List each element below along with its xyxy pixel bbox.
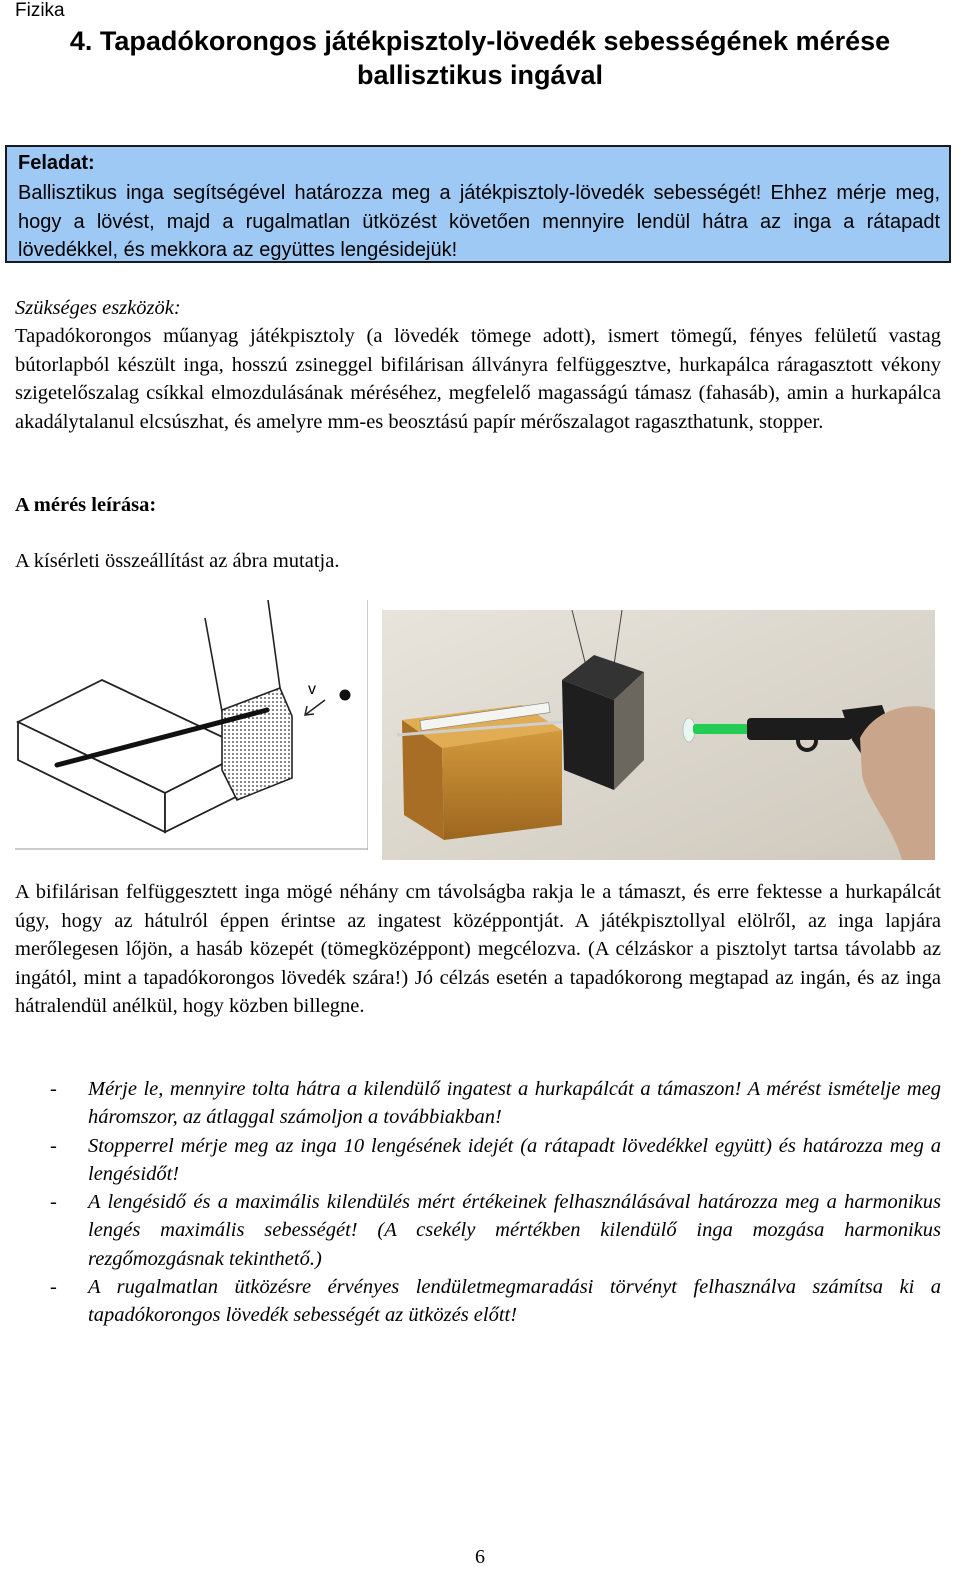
subject-label: Fizika	[15, 0, 65, 21]
list-item	[50, 1188, 941, 1273]
method-label: A mérés leírása:	[15, 494, 157, 516]
list-dash: -	[50, 1078, 57, 1100]
page-title	[0, 24, 960, 92]
title-line-2: ballisztikus ingával	[356, 60, 604, 90]
list-item	[50, 1075, 941, 1132]
task-text: Ballisztikus inga segítségével határozza meg a játékpisztoly-lövedék sebességét! Ehhez mérje meg, hogy a lövést, majd a rugalmatlan ütközést követően mennyire lendül hátra az inga a rátapadt lövedékkel, és mekkora az együttes lengésidejük!	[18, 182, 940, 261]
tools-label: Szükséges eszközök:	[15, 297, 181, 319]
pendulum-block	[222, 688, 292, 800]
tools-text: Tapadókorongos műanyag játékpisztoly (a lövedék tömege adott), ismert tömegű, fényes felületű vastag bútorlapból készült inga, hosszú zsineggel bifilárisan állványra felfüggesztve, hurkapálca ráragasztott vékony szigetelőszalag csíkkal elmozdulásának méréséhez, megfelelő magasságú támasz (fahasáb), amin a hurkapálca akadálytalanul elcsúszhat, és amelyre mm-es beosztású papír mérőszalagot ragaszthatunk, stopper.	[15, 325, 941, 433]
velocity-arrow	[305, 700, 325, 715]
list-dash: -	[50, 1191, 57, 1214]
task-box	[5, 145, 951, 263]
step-text: A rugalmatlan ütközésre érvényes lendületmegmaradási törvényt felhasználva számítsa ki a tapadókorongos lövedék sebességét az ütközés előtt!	[88, 1276, 941, 1327]
description-text: A bifilárisan felfüggesztett inga mögé néhány cm távolságba rakja le a támaszt, és erre fektesse a hurkapálcát úgy, hogy az hátulról éppen érintse az ingatest középpontját. A játékpisztollyal elölről, az inga lapjára merőlegesen lőjön, a hasáb közepét (tömegközéppont) megcélozva. (A célzáskor a pisztolyt tartsa távolabb az ingától, mint a tapadókorongos lövedék szára!) Jó célzás esetén a tapadókorong megtapad az ingán, és az inga hátralendül anélkül, hogy közben billegne.	[15, 881, 941, 1017]
list-dash: -	[50, 1134, 57, 1157]
task-label: Feladat:	[18, 152, 95, 174]
step-text: Stopperrel mérje meg az inga 10 lengésének idejét (a rátapadt lövedékkel együtt) és határozza meg a lengésidőt!	[88, 1134, 941, 1185]
setup-diagram	[15, 600, 368, 850]
setup-text: A kísérleti összeállítást az ábra mutatja.	[15, 550, 340, 572]
step-text: Mérje le, mennyire tolta hátra a kilendülő ingatest a hurkapálcát a támaszon! A mérést ismételje meg háromszor, az átlaggal számoljon a továbbiakban!	[88, 1078, 941, 1129]
projectile	[340, 690, 351, 701]
step-text: A lengésidő és a maximális kilendülés mért értékeinek felhasználásával határozza meg a harmonikus lengés maximális sebességét! (A csekély mértékben kilendülő inga mozgása harmonikus rezgőmozgásnak tekinthető.)	[88, 1191, 941, 1270]
list-dash: -	[50, 1276, 57, 1299]
support-block	[18, 680, 250, 832]
title-line-1: 4. Tapadókorongos játékpisztoly-lövedék sebességének mérése	[69, 26, 891, 56]
list-item	[50, 1132, 941, 1189]
photo-pendulum	[562, 655, 644, 790]
page-number: 6	[475, 1546, 485, 1568]
step-list	[50, 1075, 941, 1330]
velocity-label: v	[308, 681, 316, 698]
setup-photo	[382, 610, 935, 860]
list-item	[50, 1273, 941, 1330]
